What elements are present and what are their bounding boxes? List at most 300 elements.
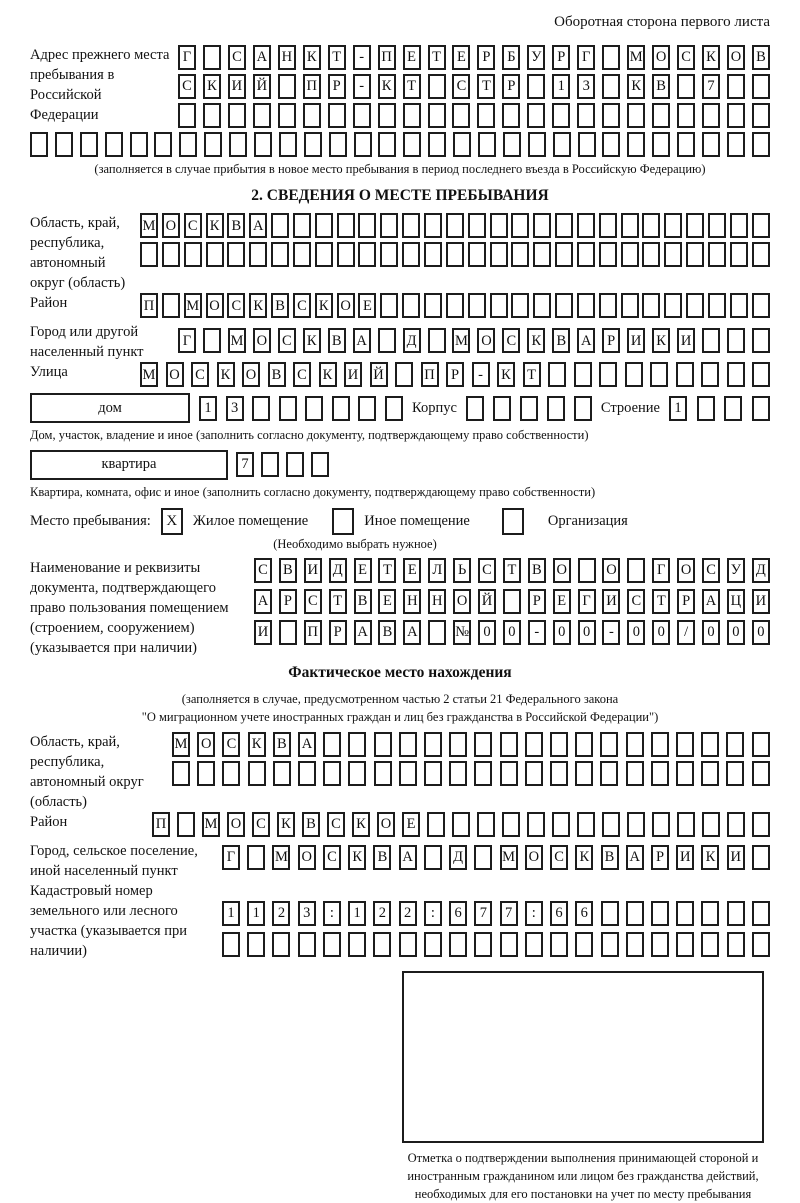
char-cell[interactable] <box>627 812 645 837</box>
char-cell[interactable]: А <box>577 328 595 353</box>
char-cell[interactable] <box>449 761 467 786</box>
char-cell[interactable] <box>686 242 704 267</box>
char-cell[interactable]: И <box>254 620 272 645</box>
char-cell[interactable]: М <box>228 328 246 353</box>
char-cell[interactable] <box>323 932 341 957</box>
char-cell[interactable]: Н <box>428 589 446 614</box>
char-cell[interactable]: П <box>140 293 158 318</box>
char-cell[interactable]: Ь <box>453 558 471 583</box>
char-cell[interactable]: Е <box>358 293 376 318</box>
char-cell[interactable]: В <box>328 328 346 353</box>
char-cell[interactable]: О <box>206 293 224 318</box>
char-cell[interactable]: 0 <box>727 620 745 645</box>
char-cell[interactable] <box>184 242 202 267</box>
char-cell[interactable]: К <box>303 328 321 353</box>
char-cell[interactable] <box>511 293 529 318</box>
char-cell[interactable]: Г <box>577 45 595 70</box>
char-cell[interactable]: К <box>303 45 321 70</box>
char-cell[interactable] <box>380 293 398 318</box>
char-cell[interactable]: - <box>602 620 620 645</box>
char-cell[interactable] <box>332 396 350 421</box>
char-cell[interactable] <box>511 242 529 267</box>
char-cell[interactable] <box>249 242 267 267</box>
char-cell[interactable] <box>676 732 694 757</box>
char-cell[interactable]: К <box>352 812 370 837</box>
char-cell[interactable] <box>449 932 467 957</box>
char-cell[interactable] <box>348 732 366 757</box>
char-cell[interactable] <box>577 812 595 837</box>
char-cell[interactable]: О <box>253 328 271 353</box>
char-cell[interactable] <box>702 812 720 837</box>
char-cell[interactable] <box>286 452 304 477</box>
char-cell[interactable] <box>252 396 270 421</box>
char-cell[interactable]: И <box>727 845 745 870</box>
char-cell[interactable] <box>358 396 376 421</box>
char-cell[interactable]: С <box>304 589 322 614</box>
char-cell[interactable] <box>577 242 595 267</box>
char-cell[interactable]: 1 <box>552 74 570 99</box>
char-cell[interactable] <box>677 812 695 837</box>
char-cell[interactable] <box>708 293 726 318</box>
char-cell[interactable] <box>701 932 719 957</box>
char-cell[interactable] <box>708 242 726 267</box>
char-cell[interactable]: Е <box>403 45 421 70</box>
char-cell[interactable]: К <box>248 732 266 757</box>
char-cell[interactable] <box>652 812 670 837</box>
char-cell[interactable]: О <box>166 362 184 387</box>
char-cell[interactable] <box>315 242 333 267</box>
char-cell[interactable] <box>702 132 720 157</box>
char-cell[interactable] <box>677 74 695 99</box>
char-cell[interactable]: Т <box>428 45 446 70</box>
char-cell[interactable]: М <box>140 213 158 238</box>
char-cell[interactable]: Р <box>477 45 495 70</box>
char-cell[interactable]: С <box>550 845 568 870</box>
char-cell[interactable]: В <box>528 558 546 583</box>
char-cell[interactable]: Е <box>553 589 571 614</box>
char-cell[interactable] <box>651 732 669 757</box>
char-cell[interactable] <box>651 932 669 957</box>
char-cell[interactable] <box>550 761 568 786</box>
char-cell[interactable]: 2 <box>272 901 290 926</box>
char-cell[interactable] <box>727 74 745 99</box>
char-cell[interactable]: 1 <box>247 901 265 926</box>
char-cell[interactable] <box>676 761 694 786</box>
char-cell[interactable] <box>547 396 565 421</box>
char-cell[interactable]: 0 <box>752 620 770 645</box>
char-cell[interactable]: В <box>373 845 391 870</box>
char-cell[interactable]: Р <box>328 74 346 99</box>
char-cell[interactable] <box>323 732 341 757</box>
char-cell[interactable] <box>528 132 546 157</box>
char-cell[interactable]: : <box>525 901 543 926</box>
char-cell[interactable] <box>602 45 620 70</box>
char-cell[interactable]: М <box>452 328 470 353</box>
char-cell[interactable]: И <box>627 328 645 353</box>
char-cell[interactable] <box>468 213 486 238</box>
char-cell[interactable] <box>724 396 742 421</box>
char-cell[interactable] <box>254 132 272 157</box>
char-cell[interactable]: О <box>227 812 245 837</box>
char-cell[interactable]: Е <box>402 812 420 837</box>
char-cell[interactable]: К <box>497 362 515 387</box>
char-cell[interactable] <box>533 242 551 267</box>
char-cell[interactable] <box>575 932 593 957</box>
char-cell[interactable] <box>602 812 620 837</box>
char-cell[interactable]: И <box>304 558 322 583</box>
char-cell[interactable] <box>271 213 289 238</box>
char-cell[interactable]: С <box>478 558 496 583</box>
char-cell[interactable]: П <box>152 812 170 837</box>
char-cell[interactable]: Д <box>752 558 770 583</box>
char-cell[interactable]: О <box>553 558 571 583</box>
char-cell[interactable] <box>172 761 190 786</box>
char-cell[interactable] <box>752 74 770 99</box>
char-cell[interactable] <box>652 132 670 157</box>
char-cell[interactable]: С <box>293 362 311 387</box>
char-cell[interactable] <box>298 932 316 957</box>
char-cell[interactable] <box>752 362 770 387</box>
char-cell[interactable] <box>548 362 566 387</box>
char-cell[interactable] <box>702 328 720 353</box>
char-cell[interactable] <box>527 812 545 837</box>
char-cell[interactable]: И <box>228 74 246 99</box>
char-cell[interactable]: М <box>202 812 220 837</box>
char-cell[interactable]: 6 <box>449 901 467 926</box>
char-cell[interactable] <box>621 213 639 238</box>
char-cell[interactable] <box>752 328 770 353</box>
char-cell[interactable]: Т <box>328 45 346 70</box>
char-cell[interactable] <box>428 132 446 157</box>
char-cell[interactable]: 7 <box>500 901 518 926</box>
char-cell[interactable]: У <box>527 45 545 70</box>
char-cell[interactable] <box>203 103 221 128</box>
char-cell[interactable] <box>305 396 323 421</box>
char-cell[interactable] <box>490 293 508 318</box>
char-cell[interactable] <box>730 213 748 238</box>
char-cell[interactable] <box>578 132 596 157</box>
char-cell[interactable] <box>227 242 245 267</box>
char-cell[interactable] <box>664 293 682 318</box>
char-cell[interactable] <box>625 362 643 387</box>
char-cell[interactable] <box>303 103 321 128</box>
char-cell[interactable] <box>222 932 240 957</box>
char-cell[interactable] <box>577 103 595 128</box>
char-cell[interactable] <box>602 132 620 157</box>
char-cell[interactable] <box>449 732 467 757</box>
char-cell[interactable]: С <box>222 732 240 757</box>
char-cell[interactable] <box>752 901 770 926</box>
char-cell[interactable]: - <box>353 45 371 70</box>
char-cell[interactable]: 0 <box>503 620 521 645</box>
char-cell[interactable]: 3 <box>226 396 244 421</box>
checkbox-organizatsiya[interactable] <box>502 508 524 535</box>
char-cell[interactable] <box>293 242 311 267</box>
char-cell[interactable]: 1 <box>222 901 240 926</box>
char-cell[interactable] <box>428 103 446 128</box>
char-cell[interactable]: В <box>227 213 245 238</box>
char-cell[interactable] <box>446 242 464 267</box>
char-cell[interactable]: В <box>752 45 770 70</box>
char-cell[interactable] <box>525 732 543 757</box>
char-cell[interactable] <box>328 103 346 128</box>
char-cell[interactable]: Г <box>578 589 596 614</box>
char-cell[interactable] <box>399 761 417 786</box>
char-cell[interactable]: Р <box>677 589 695 614</box>
char-cell[interactable] <box>374 761 392 786</box>
char-cell[interactable] <box>402 213 420 238</box>
char-cell[interactable] <box>323 761 341 786</box>
char-cell[interactable] <box>399 732 417 757</box>
char-cell[interactable] <box>686 213 704 238</box>
char-cell[interactable] <box>378 103 396 128</box>
char-cell[interactable] <box>752 812 770 837</box>
char-cell[interactable] <box>452 812 470 837</box>
char-cell[interactable]: М <box>627 45 645 70</box>
char-cell[interactable] <box>378 328 396 353</box>
char-cell[interactable]: В <box>354 589 372 614</box>
char-cell[interactable]: С <box>502 328 520 353</box>
char-cell[interactable]: 0 <box>702 620 720 645</box>
char-cell[interactable] <box>677 103 695 128</box>
char-cell[interactable]: К <box>701 845 719 870</box>
char-cell[interactable] <box>677 132 695 157</box>
char-cell[interactable]: Р <box>502 74 520 99</box>
char-cell[interactable] <box>642 242 660 267</box>
char-cell[interactable]: С <box>452 74 470 99</box>
char-cell[interactable] <box>601 901 619 926</box>
char-cell[interactable]: С <box>278 328 296 353</box>
char-cell[interactable] <box>752 293 770 318</box>
char-cell[interactable] <box>600 761 618 786</box>
char-cell[interactable] <box>424 213 442 238</box>
char-cell[interactable] <box>197 761 215 786</box>
char-cell[interactable]: А <box>399 845 417 870</box>
char-cell[interactable]: С <box>227 293 245 318</box>
char-cell[interactable]: Е <box>354 558 372 583</box>
char-cell[interactable] <box>490 242 508 267</box>
checkbox-inoe[interactable] <box>332 508 354 535</box>
char-cell[interactable] <box>446 213 464 238</box>
char-cell[interactable] <box>727 362 745 387</box>
char-cell[interactable]: С <box>293 293 311 318</box>
char-cell[interactable]: А <box>702 589 720 614</box>
char-cell[interactable] <box>600 732 618 757</box>
char-cell[interactable]: М <box>500 845 518 870</box>
checkbox-zhiloe[interactable]: X <box>161 508 183 535</box>
char-cell[interactable] <box>511 213 529 238</box>
char-cell[interactable] <box>752 213 770 238</box>
char-cell[interactable]: Д <box>403 328 421 353</box>
char-cell[interactable]: Р <box>446 362 464 387</box>
char-cell[interactable]: С <box>702 558 720 583</box>
char-cell[interactable] <box>162 293 180 318</box>
char-cell[interactable] <box>578 558 596 583</box>
char-cell[interactable]: В <box>552 328 570 353</box>
char-cell[interactable]: : <box>424 901 442 926</box>
char-cell[interactable]: А <box>249 213 267 238</box>
char-cell[interactable]: 0 <box>578 620 596 645</box>
char-cell[interactable] <box>552 103 570 128</box>
char-cell[interactable]: В <box>652 74 670 99</box>
char-cell[interactable] <box>466 396 484 421</box>
char-cell[interactable]: Й <box>370 362 388 387</box>
char-cell[interactable]: С <box>627 589 645 614</box>
char-cell[interactable]: В <box>279 558 297 583</box>
char-cell[interactable]: 0 <box>627 620 645 645</box>
char-cell[interactable]: И <box>676 845 694 870</box>
char-cell[interactable] <box>602 103 620 128</box>
char-cell[interactable] <box>500 761 518 786</box>
char-cell[interactable] <box>752 242 770 267</box>
char-cell[interactable] <box>80 132 98 157</box>
char-cell[interactable] <box>424 293 442 318</box>
char-cell[interactable]: Т <box>329 589 347 614</box>
char-cell[interactable]: М <box>272 845 290 870</box>
char-cell[interactable] <box>248 761 266 786</box>
char-cell[interactable]: Н <box>278 45 296 70</box>
char-cell[interactable] <box>261 452 279 477</box>
char-cell[interactable] <box>279 396 297 421</box>
char-cell[interactable] <box>358 242 376 267</box>
char-cell[interactable] <box>293 213 311 238</box>
char-cell[interactable] <box>642 213 660 238</box>
char-cell[interactable]: К <box>319 362 337 387</box>
char-cell[interactable] <box>311 452 329 477</box>
char-cell[interactable]: - <box>353 74 371 99</box>
char-cell[interactable]: Й <box>253 74 271 99</box>
char-cell[interactable]: В <box>302 812 320 837</box>
char-cell[interactable] <box>424 732 442 757</box>
char-cell[interactable] <box>424 761 442 786</box>
char-cell[interactable] <box>553 132 571 157</box>
char-cell[interactable] <box>752 396 770 421</box>
char-cell[interactable] <box>358 213 376 238</box>
char-cell[interactable] <box>424 932 442 957</box>
char-cell[interactable] <box>468 293 486 318</box>
char-cell[interactable]: Т <box>378 558 396 583</box>
char-cell[interactable] <box>599 362 617 387</box>
char-cell[interactable] <box>337 242 355 267</box>
char-cell[interactable] <box>247 845 265 870</box>
char-cell[interactable]: В <box>378 620 396 645</box>
char-cell[interactable]: И <box>344 362 362 387</box>
char-cell[interactable]: № <box>453 620 471 645</box>
char-cell[interactable] <box>493 396 511 421</box>
char-cell[interactable] <box>533 213 551 238</box>
char-cell[interactable] <box>453 132 471 157</box>
char-cell[interactable] <box>474 845 492 870</box>
char-cell[interactable] <box>676 362 694 387</box>
char-cell[interactable]: О <box>242 362 260 387</box>
char-cell[interactable] <box>130 132 148 157</box>
char-cell[interactable] <box>626 761 644 786</box>
char-cell[interactable]: 0 <box>652 620 670 645</box>
char-cell[interactable] <box>527 74 545 99</box>
char-cell[interactable] <box>329 132 347 157</box>
char-cell[interactable] <box>380 242 398 267</box>
char-cell[interactable] <box>477 103 495 128</box>
char-cell[interactable]: К <box>702 45 720 70</box>
char-cell[interactable] <box>154 132 172 157</box>
char-cell[interactable] <box>550 932 568 957</box>
char-cell[interactable] <box>503 589 521 614</box>
char-cell[interactable]: У <box>727 558 745 583</box>
char-cell[interactable]: В <box>273 732 291 757</box>
char-cell[interactable]: А <box>354 620 372 645</box>
char-cell[interactable] <box>353 103 371 128</box>
char-cell[interactable] <box>271 242 289 267</box>
char-cell[interactable] <box>446 293 464 318</box>
char-cell[interactable] <box>686 293 704 318</box>
char-cell[interactable]: С <box>677 45 695 70</box>
char-cell[interactable] <box>402 242 420 267</box>
char-cell[interactable] <box>424 845 442 870</box>
char-cell[interactable]: 2 <box>373 901 391 926</box>
char-cell[interactable]: П <box>303 74 321 99</box>
char-cell[interactable]: Т <box>403 74 421 99</box>
char-cell[interactable]: Н <box>403 589 421 614</box>
char-cell[interactable] <box>315 213 333 238</box>
char-cell[interactable] <box>278 103 296 128</box>
char-cell[interactable] <box>502 812 520 837</box>
char-cell[interactable]: / <box>677 620 695 645</box>
char-cell[interactable] <box>752 761 770 786</box>
char-cell[interactable]: Л <box>428 558 446 583</box>
char-cell[interactable] <box>395 362 413 387</box>
char-cell[interactable] <box>279 132 297 157</box>
char-cell[interactable] <box>428 328 446 353</box>
char-cell[interactable] <box>385 396 403 421</box>
char-cell[interactable]: С <box>254 558 272 583</box>
char-cell[interactable] <box>727 132 745 157</box>
char-cell[interactable]: В <box>271 293 289 318</box>
char-cell[interactable]: С <box>184 213 202 238</box>
char-cell[interactable] <box>708 213 726 238</box>
char-cell[interactable]: Й <box>478 589 496 614</box>
char-cell[interactable]: Т <box>503 558 521 583</box>
char-cell[interactable]: С <box>191 362 209 387</box>
char-cell[interactable]: 3 <box>298 901 316 926</box>
char-cell[interactable] <box>278 74 296 99</box>
char-cell[interactable] <box>502 103 520 128</box>
char-cell[interactable]: А <box>403 620 421 645</box>
char-cell[interactable]: Г <box>178 328 196 353</box>
char-cell[interactable] <box>727 812 745 837</box>
char-cell[interactable] <box>503 132 521 157</box>
char-cell[interactable]: Р <box>279 589 297 614</box>
char-cell[interactable]: К <box>206 213 224 238</box>
char-cell[interactable] <box>752 845 770 870</box>
char-cell[interactable] <box>552 812 570 837</box>
char-cell[interactable]: П <box>378 45 396 70</box>
char-cell[interactable]: М <box>172 732 190 757</box>
char-cell[interactable]: К <box>315 293 333 318</box>
char-cell[interactable]: В <box>601 845 619 870</box>
char-cell[interactable] <box>550 732 568 757</box>
char-cell[interactable] <box>726 732 744 757</box>
char-cell[interactable]: К <box>348 845 366 870</box>
char-cell[interactable] <box>752 132 770 157</box>
char-cell[interactable] <box>500 732 518 757</box>
char-cell[interactable] <box>676 932 694 957</box>
char-cell[interactable] <box>203 45 221 70</box>
char-cell[interactable]: С <box>252 812 270 837</box>
char-cell[interactable]: - <box>528 620 546 645</box>
char-cell[interactable] <box>730 293 748 318</box>
char-cell[interactable] <box>555 213 573 238</box>
char-cell[interactable]: О <box>652 45 670 70</box>
